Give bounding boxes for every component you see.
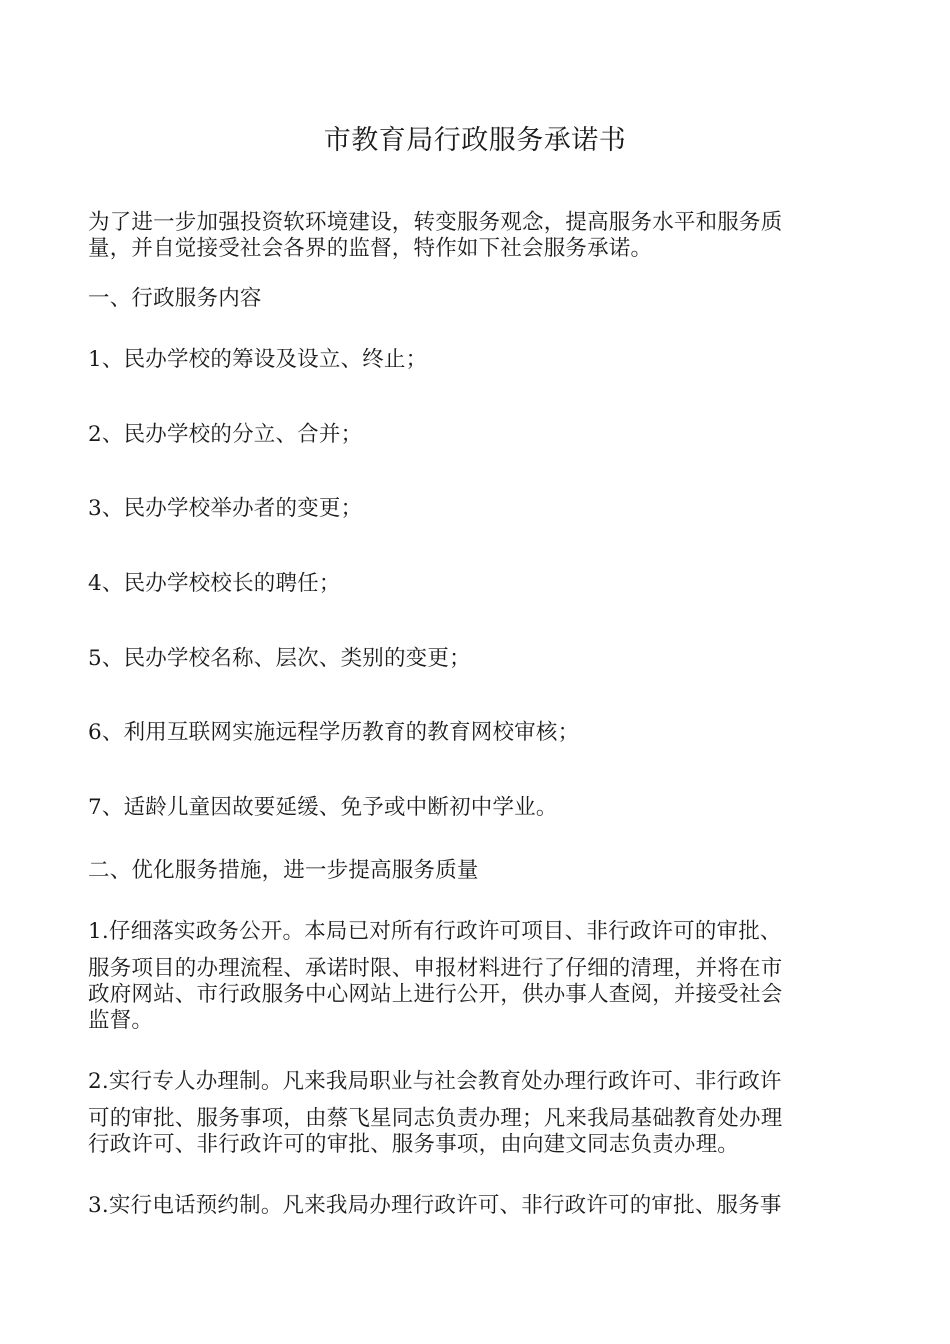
document-title: 市教育局行政服务承诺书 bbox=[323, 125, 627, 156]
measure-line: 服务项目的办理流程、承诺时限、申报材料进行了仔细的清理，并将在市 bbox=[88, 956, 783, 981]
list-item: 7、适龄儿童因故要延缓、免予或中断初中学业。 bbox=[88, 795, 558, 820]
list-item: 5、民办学校名称、层次、类别的变更； bbox=[88, 646, 471, 671]
measure-line: 可的审批、服务事项，由蔡飞星同志负责办理；凡来我局基础教育处办理 bbox=[88, 1106, 783, 1131]
measure-paragraph-2 bbox=[88, 1069, 864, 1158]
list-item: 6、利用互联网实施远程学历教育的教育网校审核； bbox=[88, 720, 580, 745]
measure-paragraph-3 bbox=[88, 1193, 864, 1219]
section-heading-service-content: 一、行政服务内容 bbox=[88, 286, 262, 311]
measure-line: 1.仔细落实政务公开。本局已对所有行政许可项目、非行政许可的审批、 bbox=[88, 919, 782, 944]
measure-line: 2.实行专人办理制。凡来我局职业与社会教育处办理行政许可、非行政许 bbox=[88, 1069, 782, 1094]
measure-line: 政府网站、市行政服务中心网站上进行公开，供办事人查阅，并接受社会 bbox=[88, 982, 783, 1007]
measure-line: 行政许可、非行政许可的审批、服务事项，由向建文同志负责办理。 bbox=[88, 1132, 740, 1157]
list-item: 1、民办学校的筹设及设立、终止； bbox=[88, 347, 428, 372]
list-item: 2、民办学校的分立、合并； bbox=[88, 422, 363, 447]
intro-line: 量，并自觉接受社会各界的监督，特作如下社会服务承诺。 bbox=[88, 236, 653, 261]
intro-paragraph bbox=[88, 210, 864, 262]
section-heading-optimize-measures: 二、优化服务措施，进一步提高服务质量 bbox=[88, 858, 479, 883]
measure-paragraph-1 bbox=[88, 919, 864, 1034]
measure-line: 3.实行电话预约制。凡来我局办理行政许可、非行政许可的审批、服务事 bbox=[88, 1193, 782, 1218]
intro-line: 为了进一步加强投资软环境建设，转变服务观念，提高服务水平和服务质 bbox=[88, 210, 783, 235]
list-item: 4、民办学校校长的聘任； bbox=[88, 571, 341, 596]
measure-line: 监督。 bbox=[88, 1008, 154, 1033]
list-item: 3、民办学校举办者的变更； bbox=[88, 496, 363, 521]
